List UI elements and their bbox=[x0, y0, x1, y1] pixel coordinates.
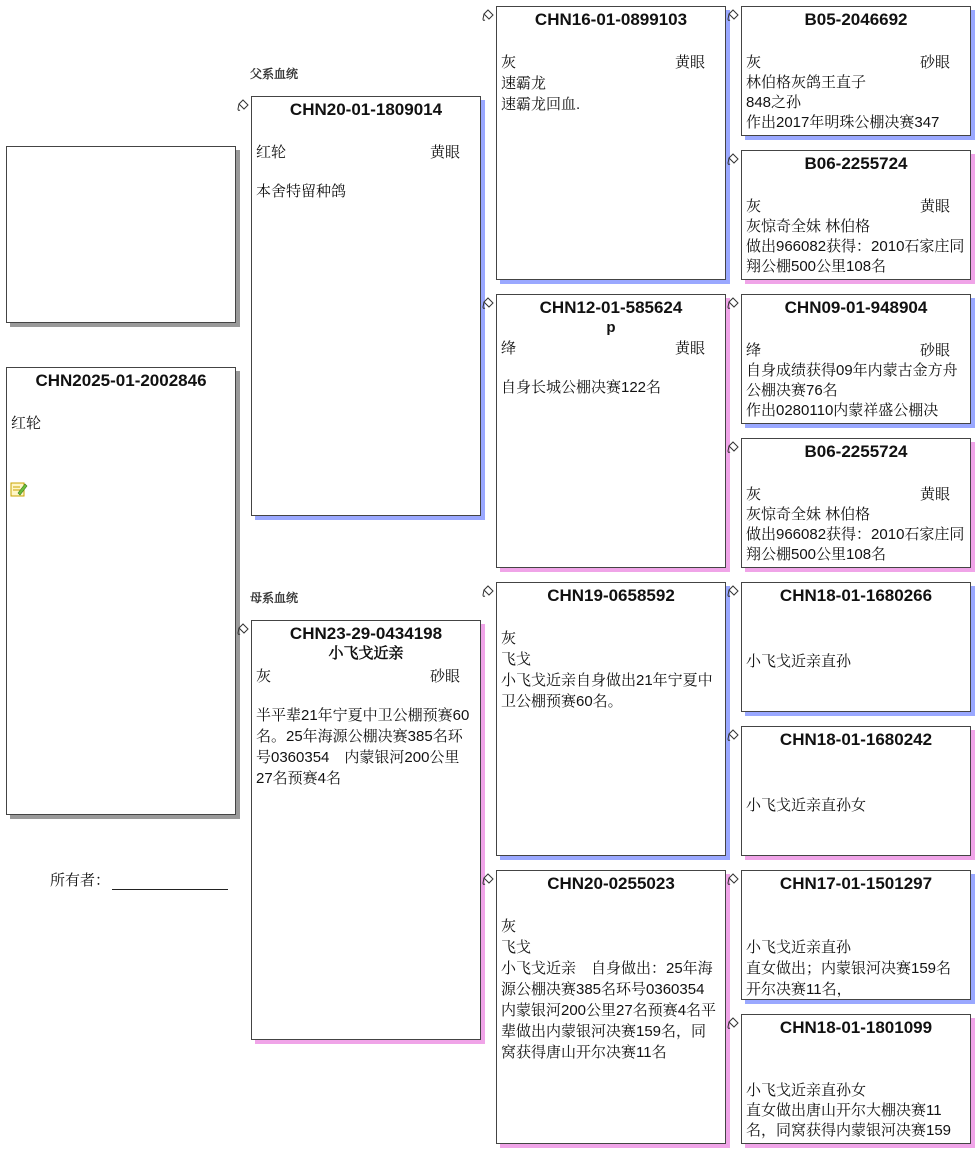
dam-dam-dam-card[interactable] bbox=[741, 1014, 971, 1144]
sire-dam-sire-card[interactable] bbox=[741, 294, 971, 424]
ssd-eye: 黄眼 bbox=[919, 198, 950, 215]
sire-dam-card[interactable] bbox=[496, 294, 726, 568]
sire-sire-sire-card[interactable] bbox=[741, 6, 971, 136]
sds-ring-number: CHN09-01-948904 bbox=[784, 298, 928, 317]
subject-color: 红轮 bbox=[11, 415, 42, 432]
dam-sire-ring-number: CHN19-0658592 bbox=[547, 586, 675, 605]
paint-bucket-icon[interactable] bbox=[236, 98, 250, 112]
dam-sire-description: 飞戈 小飞戈近亲自身做出21年宁夏中卫公棚预赛60名。 bbox=[501, 651, 713, 710]
owner-label: 所有者： bbox=[50, 872, 111, 889]
dam-sire-color: 灰 bbox=[501, 630, 517, 647]
subject-card[interactable] bbox=[6, 367, 236, 815]
dam-line-label: 母系血统 bbox=[250, 591, 299, 605]
ssd-description: 灰惊奇全妹 林伯格 做出966082获得：2010石家庄同翔公棚500公里108名 bbox=[746, 218, 965, 275]
sire-dam-ring-number: CHN12-01-585624 bbox=[539, 298, 683, 317]
sss-color: 灰 bbox=[746, 54, 762, 71]
sire-line-label: 父系血统 bbox=[250, 67, 299, 81]
sss-eye: 砂眼 bbox=[919, 54, 950, 71]
paint-bucket-icon[interactable] bbox=[481, 872, 495, 886]
sire-dam-dam-card[interactable] bbox=[741, 438, 971, 568]
photo-box[interactable] bbox=[6, 146, 236, 323]
sire-dam-description: 自身长城公棚决赛122名 bbox=[501, 379, 662, 396]
paint-bucket-icon[interactable] bbox=[726, 584, 740, 598]
paint-bucket-icon[interactable] bbox=[236, 622, 250, 636]
sss-ring-number: B05-2046692 bbox=[804, 10, 908, 29]
dam-description: 半平辈21年宁夏中卫公棚预赛60名。25年海源公棚决赛385名环号0360354 内蒙银河200公里27名预赛4名 bbox=[256, 707, 470, 787]
ssd-ring-number: B06-2255724 bbox=[804, 154, 908, 173]
paint-bucket-icon[interactable] bbox=[726, 152, 740, 166]
sire-dam-color: 绛 bbox=[501, 340, 517, 357]
sdd-color: 灰 bbox=[746, 486, 762, 503]
dds-ring-number: CHN17-01-1501297 bbox=[779, 874, 933, 893]
dam-sire-dam-card[interactable] bbox=[741, 726, 971, 856]
dam-dam-ring-number: CHN20-0255023 bbox=[547, 874, 675, 893]
sds-eye: 砂眼 bbox=[919, 342, 950, 359]
paint-bucket-icon[interactable] bbox=[726, 872, 740, 886]
sire-card[interactable] bbox=[251, 96, 481, 516]
owner-field[interactable] bbox=[50, 869, 228, 890]
paint-bucket-icon[interactable] bbox=[726, 296, 740, 310]
dss-ring-number: CHN18-01-1680266 bbox=[779, 586, 933, 605]
sds-description: 自身成绩获得09年内蒙古金方舟公棚决赛76名 作出0280110内蒙祥盛公棚决 bbox=[746, 362, 958, 419]
paint-bucket-icon[interactable] bbox=[726, 728, 740, 742]
sdd-description: 灰惊奇全妹 林伯格 做出966082获得：2010石家庄同翔公棚500公里108名 bbox=[746, 506, 965, 563]
dam-color: 灰 bbox=[256, 668, 272, 685]
dam-sire-sire-card[interactable] bbox=[741, 582, 971, 712]
sire-color: 红轮 bbox=[256, 144, 287, 161]
dss-description: 小飞戈近亲直孙 bbox=[746, 653, 852, 670]
paint-bucket-icon[interactable] bbox=[726, 440, 740, 454]
owner-line[interactable] bbox=[112, 873, 228, 890]
paint-bucket-icon[interactable] bbox=[481, 296, 495, 310]
dsd-description: 小飞戈近亲直孙女 bbox=[746, 797, 867, 814]
sire-dam-name: p bbox=[606, 319, 616, 336]
paint-bucket-icon[interactable] bbox=[481, 584, 495, 598]
ddd-ring-number: CHN18-01-1801099 bbox=[779, 1018, 933, 1037]
subject-ring-number: CHN2025-01-2002846 bbox=[35, 371, 207, 390]
dam-dam-color: 灰 bbox=[501, 918, 517, 935]
ddd-description: 小飞戈近亲直孙女 直女做出唐山开尔大棚决赛11名，同窝获得内蒙银河决赛159 bbox=[746, 1082, 952, 1139]
sss-description: 林伯格灰鸽王直子 848之孙 作出2017年明珠公棚决赛347 bbox=[746, 74, 940, 131]
sire-sire-dam-card[interactable] bbox=[741, 150, 971, 280]
paint-bucket-icon[interactable] bbox=[481, 8, 495, 22]
dam-dam-card[interactable] bbox=[496, 870, 726, 1144]
dsd-ring-number: CHN18-01-1680242 bbox=[779, 730, 933, 749]
sire-sire-card[interactable] bbox=[496, 6, 726, 280]
sds-color: 绛 bbox=[746, 342, 762, 359]
sire-ring-number: CHN20-01-1809014 bbox=[289, 100, 443, 119]
dds-description: 小飞戈近亲直孙 直女做出；内蒙银河决赛159名开尔决赛11名， bbox=[746, 939, 952, 998]
dam-card[interactable] bbox=[251, 620, 481, 1040]
sire-description: 本舍特留种鸽 bbox=[256, 183, 347, 200]
sire-dam-eye: 黄眼 bbox=[674, 340, 705, 357]
dam-eye: 砂眼 bbox=[429, 668, 460, 685]
dam-sire-card[interactable] bbox=[496, 582, 726, 856]
dam-name: 小飞戈近亲 bbox=[328, 645, 404, 662]
sire-sire-ring-number: CHN16-01-0899103 bbox=[534, 10, 688, 29]
sire-sire-color: 灰 bbox=[501, 54, 517, 71]
ssd-color: 灰 bbox=[746, 198, 762, 215]
paint-bucket-icon[interactable] bbox=[726, 8, 740, 22]
sdd-ring-number: B06-2255724 bbox=[804, 442, 908, 461]
sdd-eye: 黄眼 bbox=[919, 486, 950, 503]
paint-bucket-icon[interactable] bbox=[726, 1016, 740, 1030]
dam-dam-sire-card[interactable] bbox=[741, 870, 971, 1000]
dam-dam-description: 飞戈 小飞戈近亲 自身做出：25年海源公棚决赛385名环号0360354 内蒙银河200公里27名预赛4名平辈做出内蒙银河决赛159名，同窝获得唐山开尔决赛11名 bbox=[501, 939, 717, 1061]
sire-sire-eye: 黄眼 bbox=[674, 54, 705, 71]
edit-note-icon[interactable] bbox=[10, 481, 28, 497]
sire-sire-description: 速霸龙 速霸龙回血. bbox=[501, 75, 581, 113]
dam-ring-number: CHN23-29-0434198 bbox=[289, 624, 443, 643]
sire-eye: 黄眼 bbox=[429, 144, 460, 161]
